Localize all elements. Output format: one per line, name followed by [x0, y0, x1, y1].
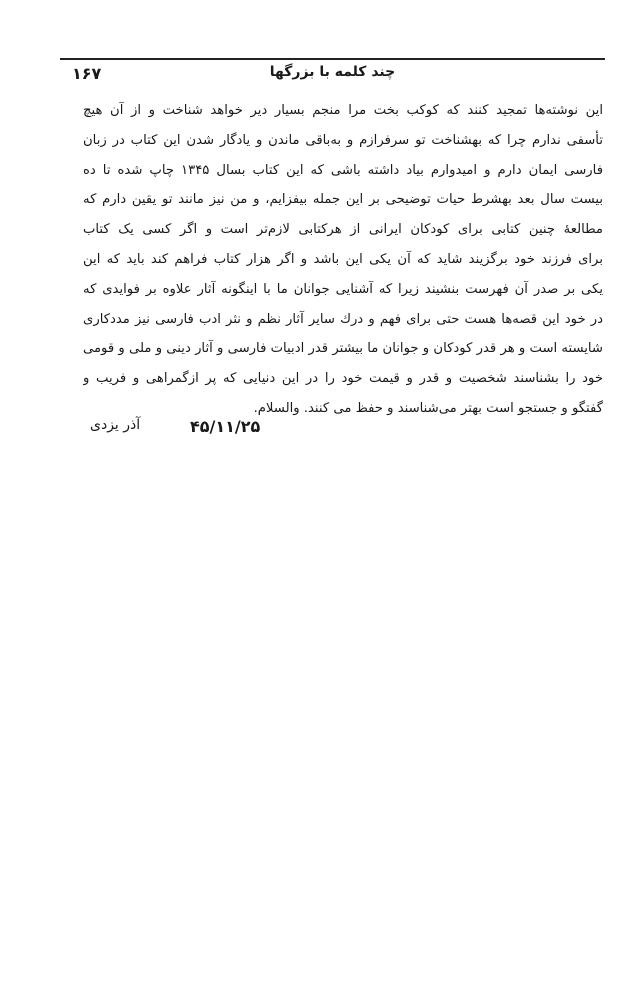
text-line: یکی بر صدر آن فهرست بنشیند زیرا که آشنایی جوانان ما با اینگونه آثار علاوه بر فوایدی که [83, 281, 603, 297]
text-line: این نوشته‌ها تمجید کنند که کوکب بخت مرا منجم بسیار دیر خواهد شناخت و از آن هیچ [83, 103, 603, 118]
body-paragraph [83, 96, 603, 424]
text-line: فارسی ایمان دارم و امیدوارم بیاد داشته باشی که این کتاب بسال ۱۳۴۵ چاپ شده تا ده [83, 162, 603, 178]
signature-author: آذر یزدی [90, 417, 141, 433]
page-number: ۱۶۷ [72, 64, 102, 83]
text-line: بیست سال بعد بهشرط حیات توضیحی بر این جمله بیفزایم، و من نیز مانند تو یقین دارم که [83, 192, 603, 208]
signature-date: ۴۵/۱۱/۲۵ [190, 417, 261, 436]
text-line: مطالعهٔ چنین کتابی برای کودکان ایرانی از هرکتابی لازم‌تر است و اگر کسی یک کتاب [83, 222, 603, 238]
signature-block [90, 417, 600, 441]
header-rule [60, 58, 605, 60]
text-line: برای فرزند خود برگزیند شاید که آن یکی این باشد و اگر هزار کتاب فراهم کند باید که این [83, 251, 603, 267]
text-line: شایسته است و هر قدر کودکان و جوانان ما بیشتر قدر ادبیات فارسی و آثار دینی و ملی و قومی [83, 341, 603, 357]
text-line-last: گفتگو و جستجو است بهتر می‌شناسند و حفظ می کنند. والسلام. [253, 400, 603, 416]
text-line: تأسفی ندارم چرا که بهشناخت تو سرفرازم و به‌باقی ماندن و یادگار شدن این کتاب در زبان [83, 132, 603, 148]
running-title: چند کلمه با بزرگها [269, 64, 396, 80]
text-line: در خود این قصه‌ها هست حتی برای فهم و درك سایر آثار نظم و نثر ادب فارسی نیز مددکاری [83, 311, 603, 327]
text-line: خود را بشناسند شخصیت و قدر و قیمت خود را در این دنیایی که پر ازگمراهی و فریب و [83, 371, 603, 387]
page-header [60, 58, 605, 88]
